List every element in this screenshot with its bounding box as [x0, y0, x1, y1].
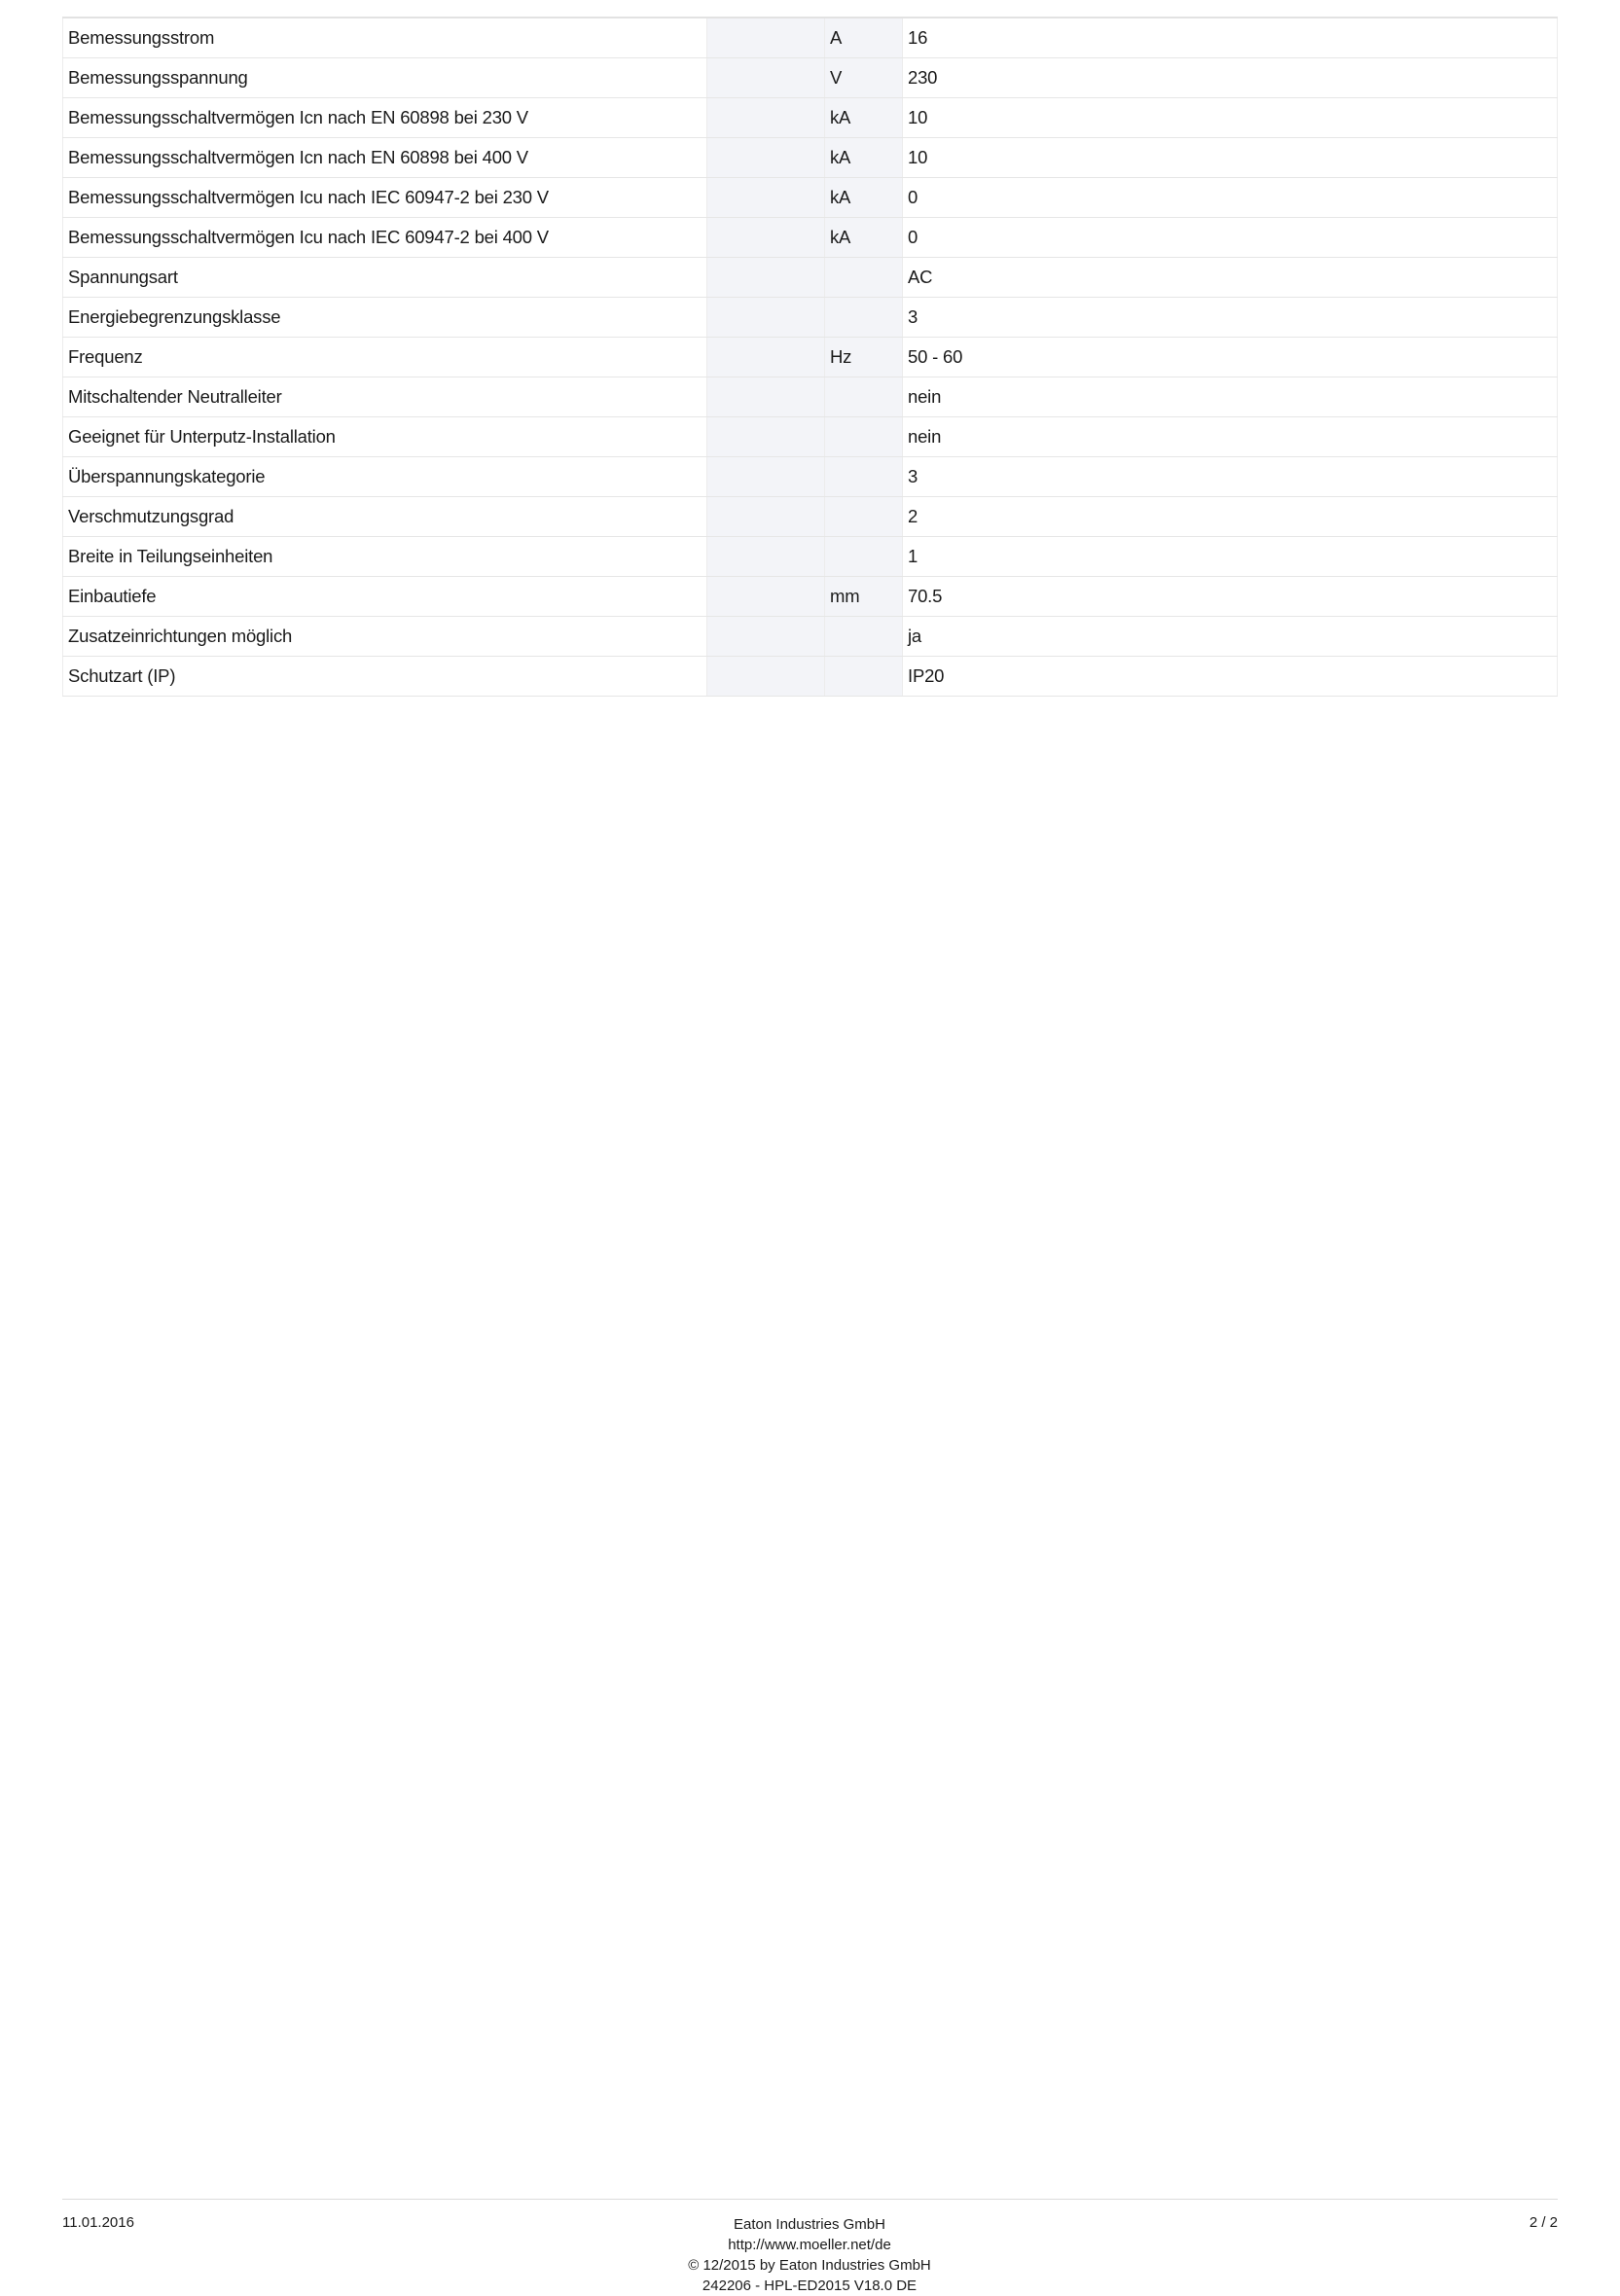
footer-url: http://www.moeller.net/de	[728, 2237, 891, 2253]
spec-unit	[825, 417, 903, 457]
spec-unit	[825, 537, 903, 577]
spec-empty-cell	[707, 417, 825, 457]
footer-center-block	[615, 2214, 1004, 2296]
spec-table	[62, 17, 1558, 697]
footer-copyright: © 12/2015 by Eaton Industries GmbH	[688, 2257, 931, 2274]
spec-value: 16	[903, 18, 1558, 58]
spec-label: Überspannungskategorie	[63, 457, 707, 497]
spec-value: 2	[903, 497, 1558, 537]
spec-label: Geeignet für Unterputz-Installation	[63, 417, 707, 457]
spec-unit: kA	[825, 218, 903, 258]
spec-table-body	[63, 18, 1558, 697]
table-row	[63, 417, 1558, 457]
spec-unit	[825, 617, 903, 657]
spec-unit: kA	[825, 138, 903, 178]
spec-value: 0	[903, 218, 1558, 258]
spec-empty-cell	[707, 457, 825, 497]
spec-unit	[825, 457, 903, 497]
spec-empty-cell	[707, 537, 825, 577]
table-row	[63, 577, 1558, 617]
spec-empty-cell	[707, 657, 825, 697]
spec-label: Verschmutzungsgrad	[63, 497, 707, 537]
spec-value: nein	[903, 377, 1558, 417]
spec-unit: kA	[825, 178, 903, 218]
table-row	[63, 457, 1558, 497]
spec-label: Frequenz	[63, 338, 707, 377]
table-row	[63, 377, 1558, 417]
footer-divider	[62, 2199, 1558, 2200]
spec-label: Bemessungsschaltvermögen Icu nach IEC 60947-2 bei 230 V	[63, 178, 707, 218]
table-row	[63, 617, 1558, 657]
footer-page-number: 2 / 2	[1529, 2214, 1558, 2231]
spec-label: Breite in Teilungseinheiten	[63, 537, 707, 577]
spec-label: Spannungsart	[63, 258, 707, 298]
spec-empty-cell	[707, 218, 825, 258]
spec-empty-cell	[707, 377, 825, 417]
spec-empty-cell	[707, 18, 825, 58]
spec-value: 0	[903, 178, 1558, 218]
table-row	[63, 338, 1558, 377]
footer-doc-id: 242206 - HPL-ED2015 V18.0 DE	[702, 2278, 918, 2294]
spec-empty-cell	[707, 338, 825, 377]
spec-label: Energiebegrenzungsklasse	[63, 298, 707, 338]
spec-value: 70.5	[903, 577, 1558, 617]
spec-value: 10	[903, 138, 1558, 178]
spec-empty-cell	[707, 138, 825, 178]
spec-value: nein	[903, 417, 1558, 457]
spec-value: 230	[903, 58, 1558, 98]
spec-empty-cell	[707, 58, 825, 98]
spec-empty-cell	[707, 497, 825, 537]
table-row	[63, 657, 1558, 697]
spec-unit: kA	[825, 98, 903, 138]
table-row	[63, 218, 1558, 258]
spec-empty-cell	[707, 258, 825, 298]
table-row	[63, 258, 1558, 298]
spec-unit	[825, 657, 903, 697]
table-row	[63, 497, 1558, 537]
spec-label: Bemessungsstrom	[63, 18, 707, 58]
footer-company: Eaton Industries GmbH	[734, 2216, 885, 2233]
spec-value: 1	[903, 537, 1558, 577]
spec-value: AC	[903, 258, 1558, 298]
spec-label: Zusatzeinrichtungen möglich	[63, 617, 707, 657]
spec-empty-cell	[707, 298, 825, 338]
table-row	[63, 298, 1558, 338]
table-row	[63, 138, 1558, 178]
spec-unit	[825, 497, 903, 537]
spec-label: Bemessungsschaltvermögen Icn nach EN 60898 bei 400 V	[63, 138, 707, 178]
table-row	[63, 178, 1558, 218]
spec-empty-cell	[707, 577, 825, 617]
spec-empty-cell	[707, 617, 825, 657]
spec-unit	[825, 298, 903, 338]
spec-value: 50 - 60	[903, 338, 1558, 377]
spec-value: 10	[903, 98, 1558, 138]
spec-empty-cell	[707, 178, 825, 218]
spec-value: 3	[903, 457, 1558, 497]
spec-value: 3	[903, 298, 1558, 338]
table-row	[63, 58, 1558, 98]
table-row	[63, 537, 1558, 577]
footer-date: 11.01.2016	[62, 2214, 134, 2231]
spec-label: Einbautiefe	[63, 577, 707, 617]
spec-label: Schutzart (IP)	[63, 657, 707, 697]
spec-empty-cell	[707, 98, 825, 138]
table-row	[63, 98, 1558, 138]
spec-value: IP20	[903, 657, 1558, 697]
spec-unit: A	[825, 18, 903, 58]
table-row	[63, 18, 1558, 58]
spec-unit: Hz	[825, 338, 903, 377]
spec-unit	[825, 258, 903, 298]
spec-label: Bemessungsspannung	[63, 58, 707, 98]
spec-label: Mitschaltender Neutralleiter	[63, 377, 707, 417]
spec-unit: V	[825, 58, 903, 98]
spec-value: ja	[903, 617, 1558, 657]
spec-unit	[825, 377, 903, 417]
spec-label: Bemessungsschaltvermögen Icu nach IEC 60947-2 bei 400 V	[63, 218, 707, 258]
spec-label: Bemessungsschaltvermögen Icn nach EN 60898 bei 230 V	[63, 98, 707, 138]
spec-unit: mm	[825, 577, 903, 617]
